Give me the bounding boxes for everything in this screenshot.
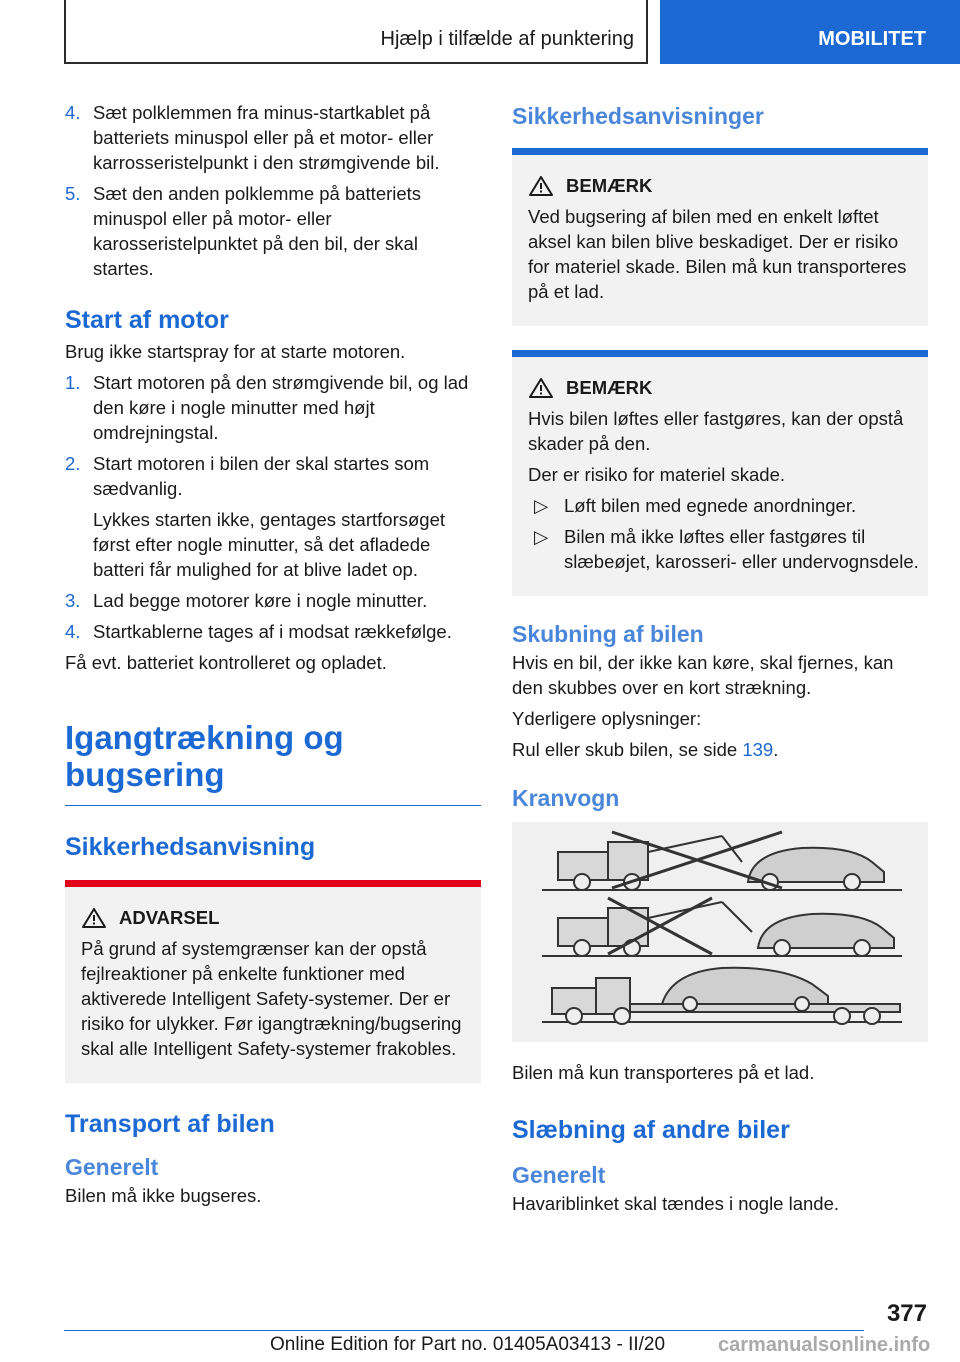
bullet-list xyxy=(520,493,920,574)
step-list-a xyxy=(65,100,481,281)
watermark: carmanualsonline.info xyxy=(718,1334,931,1356)
section-heading-transport: Transport af bilen xyxy=(65,1110,275,1138)
paragraph: Hvis en bil, der ikke kan køre, skal fjernes, kan den skubbes over en kort strækning. xyxy=(512,652,894,698)
paragraph: Havariblinket skal tændes i nogle lande. xyxy=(512,1193,840,1214)
section-heading-start: Start af motor xyxy=(65,306,229,334)
section-title: MOBILITET xyxy=(818,28,926,50)
list-item: 4. Startkablerne tages af i modsat rækkefølge. xyxy=(65,621,452,642)
divider xyxy=(65,805,481,806)
footer-divider xyxy=(64,1330,864,1331)
tow-truck-illustration xyxy=(512,822,928,1042)
paragraph: Brug ikke startspray for at starte motoren. xyxy=(65,341,406,362)
paragraph: Yderligere oplysninger: xyxy=(512,708,702,729)
bullet-triangle-icon: ▷ xyxy=(534,495,549,516)
paragraph: Få evt. batteriet kontrolleret og opladet. xyxy=(65,652,387,673)
image-caption: Bilen må kun transporteres på et lad. xyxy=(512,1062,815,1083)
chapter-heading: Igangtrækning og bugsering xyxy=(65,719,344,793)
note-text: Hvis bilen løftes eller fastgøres, kan der opstå skader på den. xyxy=(528,408,904,454)
note-text: Ved bugsering af bilen med en enkelt løftet aksel kan bilen blive beskadiget. Der er risiko for materiel skade. Bilen må kun transporteres på et lad. xyxy=(528,206,907,302)
section-tab[interactable] xyxy=(660,0,960,64)
note-text: Der er risiko for materiel skade. xyxy=(528,464,786,485)
bullet-triangle-icon: ▷ xyxy=(534,526,549,547)
caution-triangle-icon xyxy=(528,175,554,197)
right-column xyxy=(512,100,928,1222)
section-heading-safety-notes: Sikkerhedsanvisninger xyxy=(512,103,764,129)
subheading-tow-truck: Kranvogn xyxy=(512,785,620,811)
list-item: 2. Start motoren i bilen der skal startes som sædvanlig. Lykkes starten ikke, gentages startforsøget først efter nogle minutter, så det afladede batteri får mulighed for at blive ladet op. xyxy=(65,453,446,580)
warning-text: På grund af systemgrænser kan der opstå fejlreaktioner på enkelte funktioner med aktiverede Intelligent Safety-systemer. Der er risiko for ulykker. Før igangtrækning/bugsering skal alle Intelligent Safety-systemer frakobles. xyxy=(81,938,462,1059)
edition-text: Online Edition for Part no. 01405A03413 - II/20 xyxy=(270,1334,666,1355)
step-list-b xyxy=(65,370,481,644)
chapter-title: Hjælp i tilfælde af punktering xyxy=(380,28,634,50)
list-item: 1. Start motoren på den strømgivende bil, og lad den køre i nogle minutter med højt omdrejningstal. xyxy=(65,372,469,443)
chapter-header xyxy=(64,0,648,64)
warning-box xyxy=(65,880,481,1083)
warning-triangle-icon xyxy=(81,907,107,929)
section-heading-safety: Sikkerhedsanvisning xyxy=(65,833,316,861)
paragraph: Rul eller skub bilen, se side 139. xyxy=(512,739,779,760)
subheading-general: Generelt xyxy=(512,1162,606,1188)
caution-triangle-icon xyxy=(528,377,554,399)
section-heading-towing: Slæbning af andre biler xyxy=(512,1116,790,1144)
note-box xyxy=(512,148,928,326)
list-item: 3. Lad begge motorer køre i nogle minutter. xyxy=(65,590,428,611)
left-column xyxy=(65,100,481,1214)
list-item: ▷ Bilen må ikke løftes eller fastgøres til slæbeøjet, karosseri- eller undervognsdele. xyxy=(534,526,919,572)
note-label: BEMÆRK xyxy=(566,377,653,398)
subheading-push: Skubning af bilen xyxy=(512,621,704,647)
tow-truck-illustration-icon xyxy=(512,822,928,1042)
page-reference-link[interactable]: 139 xyxy=(742,739,774,760)
page-number: 377 xyxy=(886,1300,927,1327)
list-item: 5. Sæt den anden polklemme på batteriets minuspol eller på motor- eller karosseristelpunktet på den bil, der skal startes. xyxy=(65,183,422,279)
list-item: 4. Sæt polklemmen fra minus-startkablet på batteriets minuspol eller på et motor- eller karrosseristelpunkt i den strømgivende bil. xyxy=(65,102,440,173)
note-box xyxy=(512,350,928,596)
warning-label: ADVARSEL xyxy=(119,907,220,928)
subheading-general: Generelt xyxy=(65,1154,159,1180)
list-item: ▷ Løft bilen med egnede anordninger. xyxy=(534,495,857,516)
note-label: BEMÆRK xyxy=(566,175,653,196)
paragraph: Bilen må ikke bugseres. xyxy=(65,1185,262,1206)
